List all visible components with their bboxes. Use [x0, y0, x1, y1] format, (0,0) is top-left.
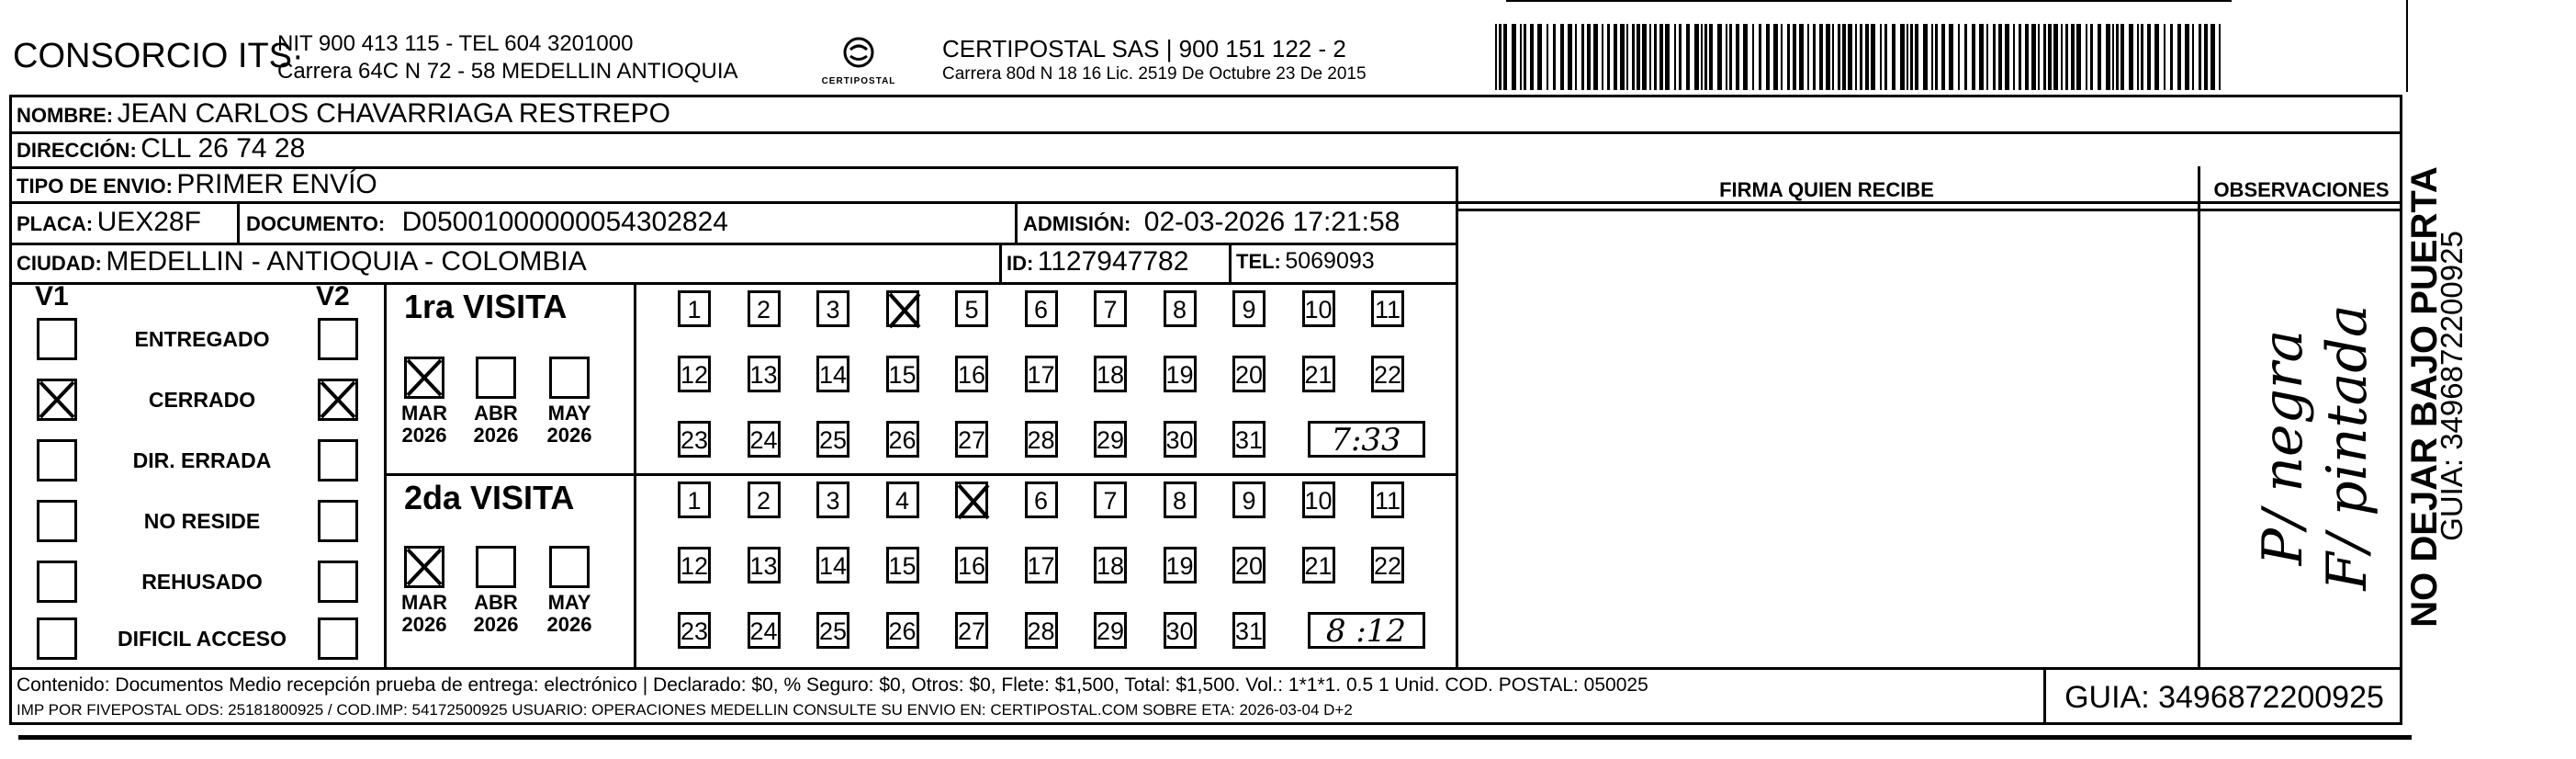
day-box[interactable]: 28	[1025, 612, 1058, 649]
day-box[interactable]: 8	[1164, 481, 1197, 518]
company-nit: NIT 900 413 115 - TEL 604 3201000	[277, 31, 634, 56]
day-box[interactable]: 13	[748, 356, 781, 392]
day-box[interactable]: 21	[1302, 356, 1335, 392]
day-box[interactable]: 23	[678, 421, 711, 458]
day-box[interactable]: 16	[955, 547, 988, 583]
day-box[interactable]: 18	[1094, 356, 1127, 392]
month-name: MAR	[400, 591, 448, 614]
day-box[interactable]: 19	[1164, 356, 1197, 392]
month-year: 2026	[546, 613, 592, 636]
month-checkbox-mar[interactable]	[404, 357, 444, 399]
placa-field	[17, 207, 201, 238]
ciudad-label: CIUDAD:	[17, 252, 102, 275]
x-mark-icon	[886, 290, 923, 331]
documento-label: DOCUMENTO:	[246, 212, 386, 235]
nombre-field	[17, 98, 670, 130]
day-box[interactable]: 3	[816, 290, 849, 327]
direccion-value: CLL 26 74 28	[141, 133, 306, 164]
month-name: ABR	[474, 591, 518, 614]
day-box[interactable]: 6	[1025, 481, 1058, 518]
v2-checkbox[interactable]	[318, 379, 358, 421]
day-box[interactable]: 25	[816, 612, 849, 649]
day-box[interactable]: 9	[1232, 290, 1266, 327]
observacion-handwritten-1: P/ negra	[2251, 329, 2315, 566]
day-box[interactable]: 15	[886, 547, 919, 583]
certipostal-logo	[817, 33, 900, 85]
day-box[interactable]: 29	[1094, 421, 1127, 458]
id-field	[1007, 246, 1188, 278]
tipo-envio-value: PRIMER ENVÍO	[176, 169, 377, 199]
day-box[interactable]: 21	[1302, 547, 1335, 583]
day-box[interactable]: 14	[816, 356, 849, 392]
day-box[interactable]: 12	[678, 356, 711, 392]
day-box[interactable]: 8	[1164, 290, 1197, 327]
month-name: ABR	[474, 402, 518, 425]
v1-checkbox[interactable]	[37, 500, 77, 542]
day-box[interactable]: 19	[1164, 547, 1197, 583]
observacion-handwritten-2: F/ pintada	[2315, 304, 2379, 591]
tel-label: TEL:	[1236, 250, 1281, 273]
status-reason-label: DIFICIL ACCESO	[117, 627, 287, 651]
v2-checkbox[interactable]	[318, 617, 358, 660]
month-checkbox-may[interactable]	[549, 357, 590, 399]
status-reason-label: DIR. ERRADA	[132, 448, 272, 472]
month-checkbox-abr[interactable]	[476, 357, 516, 399]
day-box[interactable]: 25	[816, 421, 849, 458]
month-year: 2026	[401, 613, 447, 636]
month-label	[464, 402, 528, 447]
id-value: 1127947782	[1037, 246, 1189, 277]
v1-checkbox[interactable]	[37, 561, 77, 603]
day-box[interactable]: 28	[1025, 421, 1058, 458]
day-box[interactable]: 13	[748, 547, 781, 583]
no-dejar-warning: NO DEJAR BAJO PUERTA	[2404, 166, 2445, 628]
visit2-title: 2da VISITA	[404, 479, 575, 516]
day-box[interactable]: 20	[1232, 547, 1266, 583]
tel-field	[1236, 248, 1375, 275]
month-checkbox-mar[interactable]	[404, 546, 444, 588]
day-box[interactable]: 17	[1025, 547, 1058, 583]
side-guia: GUIA: 3496872200925	[2435, 231, 2469, 541]
handwritten-time-box[interactable]: 7:33	[1308, 421, 1425, 458]
admision-value: 02-03-2026 17:21:58	[1143, 207, 1400, 237]
barcode	[1495, 24, 2225, 90]
v1-checkbox[interactable]	[37, 318, 77, 360]
day-box[interactable]: 7	[1094, 481, 1127, 518]
x-mark-icon	[404, 546, 444, 588]
nombre-label: NOMBRE:	[17, 104, 114, 127]
day-box[interactable]: 1	[678, 481, 711, 518]
day-box[interactable]: 6	[1025, 290, 1058, 327]
day-box[interactable]: 29	[1094, 612, 1127, 649]
day-box[interactable]: 27	[955, 421, 988, 458]
month-label	[464, 592, 528, 636]
day-box[interactable]: 5	[955, 290, 988, 327]
v1-checkbox[interactable]	[37, 439, 77, 481]
v1-checkbox[interactable]	[37, 379, 77, 421]
month-year: 2026	[473, 424, 519, 447]
footer-line-2: IMP POR FIVEPOSTAL ODS: 25181800925 / COD.IMP: 54172500925 USUARIO: OPERACIONES MEDELLIN CONSULTE SU ENVIO EN: CERTIPOSTAL.COM SOBRE ETA: 2026-03-04 D+2	[17, 701, 1353, 719]
status-reason-label: ENTREGADO	[134, 327, 270, 351]
firma-header: FIRMA QUIEN RECIBE	[1719, 178, 1934, 201]
day-box[interactable]: 24	[748, 612, 781, 649]
day-box[interactable]: 26	[886, 612, 919, 649]
documento-field	[246, 207, 728, 238]
tipo-envio-label: TIPO DE ENVIO:	[17, 175, 173, 198]
day-box[interactable]: 9	[1232, 481, 1266, 518]
visit1-title: 1ra VISITA	[404, 288, 568, 325]
direccion-label: DIRECCIÓN:	[17, 139, 137, 162]
v2-checkbox[interactable]	[318, 318, 358, 360]
status-reason-label: CERRADO	[148, 388, 256, 412]
day-box[interactable]: 11	[1371, 290, 1404, 327]
company-address: Carrera 64C N 72 - 58 MEDELLIN ANTIOQUIA	[277, 59, 738, 84]
logo-text: CERTIPOSTAL	[821, 76, 896, 86]
signature-area[interactable]	[1460, 213, 2195, 663]
v2-checkbox[interactable]	[318, 561, 358, 603]
admision-field	[1023, 207, 1400, 238]
status-reason-label: REHUSADO	[141, 570, 263, 594]
v1-label: V1	[35, 281, 69, 312]
certipostal-license: Carrera 80d N 18 16 Lic. 2519 De Octubre 23 De 2015	[942, 64, 1367, 84]
ciudad-value: MEDELLIN - ANTIOQUIA - COLOMBIA	[106, 246, 587, 277]
day-box[interactable]: 16	[955, 356, 988, 392]
month-name: MAY	[547, 402, 591, 425]
day-box[interactable]: 24	[748, 421, 781, 458]
certipostal-emblem-icon	[817, 33, 900, 72]
day-box[interactable]: 31	[1232, 421, 1266, 458]
x-mark-icon	[37, 379, 77, 421]
direccion-field	[17, 133, 305, 164]
month-checkbox-may[interactable]	[549, 546, 590, 588]
day-box[interactable]: 20	[1232, 356, 1266, 392]
day-box[interactable]: 2	[748, 481, 781, 518]
day-box[interactable]: 1	[678, 290, 711, 327]
v2-checkbox[interactable]	[318, 439, 358, 481]
x-mark-icon	[318, 379, 358, 421]
month-name: MAY	[547, 591, 591, 614]
month-checkbox-abr[interactable]	[476, 546, 516, 588]
day-box[interactable]: 7	[1094, 290, 1127, 327]
day-box[interactable]: 31	[1232, 612, 1266, 649]
month-label	[392, 592, 456, 636]
v2-label: V2	[316, 281, 350, 312]
day-box[interactable]: 22	[1371, 547, 1404, 583]
id-label: ID:	[1007, 252, 1034, 275]
month-year: 2026	[473, 613, 519, 636]
day-box[interactable]	[886, 290, 919, 327]
day-box[interactable]: 26	[886, 421, 919, 458]
company-name: CONSORCIO ITS·	[13, 37, 304, 75]
handwritten-time-box[interactable]: 8 :12	[1308, 612, 1425, 649]
day-box[interactable]	[955, 481, 988, 518]
month-year: 2026	[546, 424, 592, 447]
day-box[interactable]: 22	[1371, 356, 1404, 392]
placa-value: UEX28F	[96, 207, 201, 237]
documento-value: D05001000000054302824	[401, 207, 728, 237]
nombre-value: JEAN CARLOS CHAVARRIAGA RESTREPO	[117, 98, 670, 129]
v2-checkbox[interactable]	[318, 500, 358, 542]
status-reason-label: NO RESIDE	[143, 509, 261, 533]
month-name: MAR	[400, 402, 448, 425]
admision-label: ADMISIÓN:	[1023, 212, 1131, 235]
day-box[interactable]: 17	[1025, 356, 1058, 392]
day-box[interactable]: 12	[678, 547, 711, 583]
month-label	[392, 402, 456, 447]
day-box[interactable]: 10	[1302, 290, 1335, 327]
observaciones-header: OBSERVACIONES	[2213, 178, 2390, 201]
day-box[interactable]: 11	[1371, 481, 1404, 518]
day-box[interactable]: 30	[1164, 612, 1197, 649]
day-box[interactable]: 4	[886, 481, 919, 518]
v1-checkbox[interactable]	[37, 617, 77, 660]
day-box[interactable]: 27	[955, 612, 988, 649]
day-box[interactable]: 23	[678, 612, 711, 649]
month-label	[537, 592, 602, 636]
x-mark-icon	[955, 481, 992, 522]
day-box[interactable]: 10	[1302, 481, 1335, 518]
observaciones-area[interactable]	[2200, 213, 2401, 663]
footer-guia: GUIA: 3496872200925	[2064, 680, 2384, 715]
tipo-envio-field	[17, 169, 377, 200]
day-box[interactable]: 18	[1094, 547, 1127, 583]
day-box[interactable]: 2	[748, 290, 781, 327]
day-box[interactable]: 14	[816, 547, 849, 583]
month-year: 2026	[401, 424, 447, 447]
month-label	[537, 402, 602, 447]
day-box[interactable]: 15	[886, 356, 919, 392]
day-box[interactable]: 3	[816, 481, 849, 518]
ciudad-field	[17, 246, 587, 278]
tel-value: 5069093	[1285, 248, 1375, 274]
placa-label: PLACA:	[17, 212, 94, 235]
footer-line-1: Contenido: Documentos Medio recepción prueba de entrega: electrónico | Declarado: $0, % Seguro: $0, Otros: $0, Flete: $1,500, Total: $1,500. Vol.: 1*1*1. 0.5 1 Unid. COD. POSTAL: 050025	[17, 674, 1648, 696]
x-mark-icon	[404, 357, 444, 399]
day-box[interactable]: 30	[1164, 421, 1197, 458]
certipostal-info: CERTIPOSTAL SAS | 900 151 122 - 2	[942, 35, 1346, 62]
